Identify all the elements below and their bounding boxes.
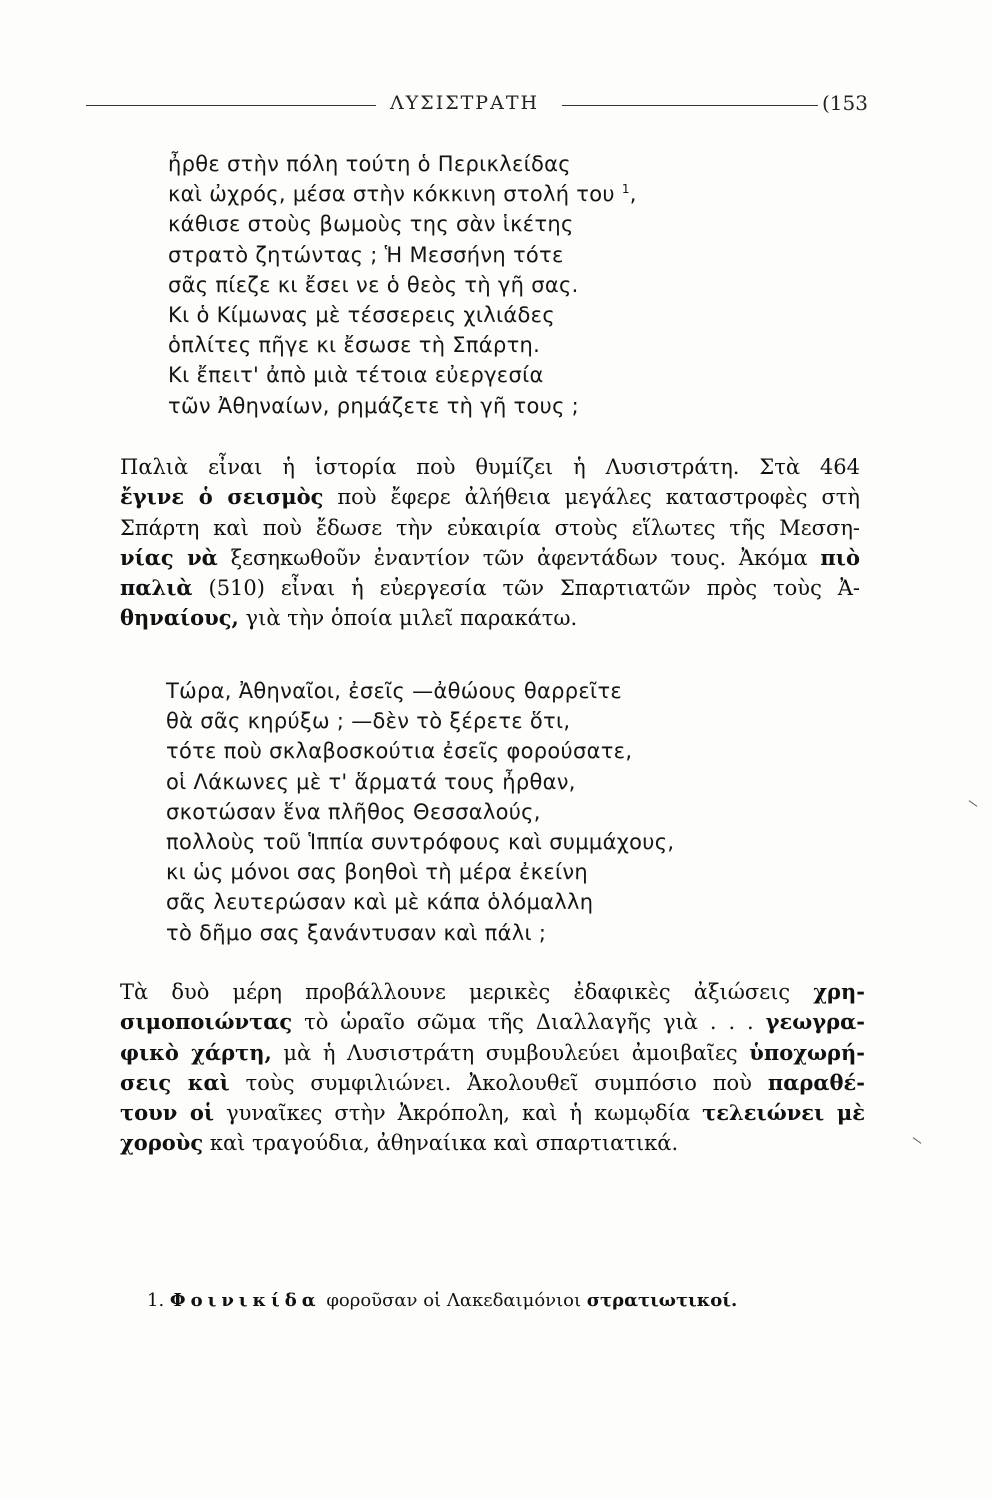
page-number: (153 (822, 91, 868, 115)
verse-line: τὸ δῆμο σας ξανάντυσαν καὶ πάλι ; (166, 920, 547, 945)
bold-text: θηναίους, (120, 605, 239, 631)
bold-text: φικὸ χάρτη, (120, 1039, 272, 1065)
verse-line: κάθισε στοὺς βωμοὺς της σὰν ἱκέτης (168, 212, 574, 237)
prose-text: μὰ ἡ Λυσιστράτη συμβουλεύει ἀμοιβαῖες (283, 1040, 738, 1065)
verse-line: καὶ ὠχρός, μέσα στὴν κόκκινη στολή του $^1$, (168, 182, 637, 207)
prose-text: τὸ ὡραῖο σῶμα τῆς Διαλλαγῆς γιὰ . . . (304, 1010, 754, 1035)
running-header (86, 92, 886, 116)
prose-text: ποὺ ἔφερε ἀλήθεια μεγάλες καταστροφὲς στὴ (337, 485, 860, 510)
verse-line: τότε ποὺ σκλαβοσκούτια ἐσεῖς φορούσατε, (166, 739, 633, 764)
prose-line (120, 1128, 865, 1158)
verse-block-1 (168, 149, 637, 421)
bold-text: τελειώνει μὲ (702, 1100, 865, 1126)
prose-paragraph-2 (120, 977, 865, 1159)
prose-paragraph-1 (120, 452, 860, 634)
prose-line (120, 543, 860, 573)
prose-text: ξεσηκωθοῦν ἐναντίον τῶν ἀφεντάδων τους. Ἀκόμα (230, 545, 808, 570)
bold-text: πιὸ (820, 544, 860, 570)
verse-line-text: καὶ ὠχρός, μέσα στὴν κόκκινη στολή του (168, 182, 615, 207)
bold-text: γεωγρα- (765, 1009, 865, 1035)
prose-line (120, 977, 865, 1007)
prose-text: Τὰ δυὸ μέρη προβάλλουνε μερικὲς ἐδαφικὲς ἀξιώσεις (120, 980, 791, 1004)
prose-line (120, 1038, 865, 1068)
verse-block-2 (166, 676, 674, 948)
bold-text: σιμοποιώντας (120, 1009, 293, 1035)
verse-line: ἦρθε στὴν πόλη τούτη ὁ Περικλείδας (168, 152, 571, 176)
prose-text: (510) εἶναι ἡ εὐεργεσία τῶν Σπαρτιατῶν πρὸς τοὺς Ἀ- (208, 576, 860, 601)
verse-line: Τώρα, Ἀθηναῖοι, ἐσεῖς —ἀθώους θαρρεῖτε (166, 679, 623, 703)
header-rule-left (86, 105, 376, 106)
prose-line: Παλιὰ εἶναι ἡ ἱστορία ποὺ θυμίζει ἡ Λυσιστράτη. Στὰ 464 (120, 455, 860, 479)
verse-line: πολλοὺς τοῦ Ἱππία συντρόφους καὶ συμμάχους, (166, 830, 675, 855)
margin-mark (969, 800, 978, 807)
footnote (147, 1290, 737, 1311)
prose-line (120, 1068, 865, 1098)
bold-text: νίας νὰ (120, 544, 218, 570)
verse-line: Κι ἔπειτ' ἀπὸ μιὰ τέτοια εὐεργεσία (168, 363, 544, 388)
prose-text: γυναῖκες στὴν Ἀκρόπολη, καὶ ἡ κωμῳδία (226, 1101, 691, 1126)
bold-text: σεις καὶ (120, 1069, 230, 1095)
verse-line: οἱ Λάκωνες μὲ τ' ἅρματά τους ἦρθαν, (166, 769, 576, 794)
footnote-term: Φοινικίδα (169, 1290, 321, 1311)
prose-line (120, 482, 860, 512)
bold-text: χρη- (813, 979, 865, 1004)
prose-text: γιὰ τὴν ὁποία μιλεῖ παρακάτω. (245, 606, 578, 631)
bold-text: παραθέ- (767, 1069, 865, 1095)
verse-line: ὁπλίτες πῆγε κι ἔσωσε τὴ Σπάρτη. (168, 333, 541, 358)
verse-line: σᾶς πίεζε κι ἔσει νε ὁ θεὸς τὴ γῆ σας. (168, 272, 579, 297)
footnote-text-bold: στρατιωτικοί. (586, 1290, 738, 1311)
verse-line: θὰ σᾶς κηρύξω ; —δὲν τὸ ξέρετε ὅτι, (166, 709, 571, 734)
verse-line: Κι ὁ Κίμωνας μὲ τέσσερεις χιλιάδες (168, 303, 555, 328)
margin-mark (913, 1137, 922, 1144)
footnote-text: φοροῦσαν οἱ Λακεδαιμόνιοι (326, 1290, 582, 1311)
verse-line: κι ὡς μόνοι σας βοηθοὶ τὴ μέρα ἐκείνη (166, 860, 589, 885)
bold-text: παλιὰ (120, 575, 193, 601)
prose-line (120, 1098, 865, 1128)
footnote-number: 1. (147, 1290, 165, 1311)
prose-line (120, 1007, 865, 1037)
verse-line: σκοτώσαν ἕνα πλῆθος Θεσσαλούς, (166, 799, 541, 824)
verse-line: σᾶς λευτερώσαν καὶ μὲ κάπα ὁλόμαλλη (166, 890, 594, 915)
bold-text: χοροὺς (120, 1130, 204, 1156)
bold-text: ὑποχωρή- (749, 1039, 865, 1065)
prose-line: Σπάρτη καὶ ποὺ ἔδωσε τὴν εὐκαιρία στοὺς εἵλωτες τῆς Μεσση- (120, 515, 860, 540)
prose-text: καὶ τραγούδια, ἀθηναίικα καὶ σπαρτιατικά. (209, 1131, 679, 1156)
bold-text: τουν οἱ (120, 1100, 215, 1126)
header-title: ΛΥΣΙΣΤΡΑΤΗ (390, 92, 540, 114)
prose-line (120, 573, 860, 603)
bold-text: ἔγινε ὁ σεισμὸς (120, 484, 324, 510)
prose-line (120, 603, 860, 633)
footnote-reference: 1 (621, 182, 630, 197)
header-rule-right (562, 105, 818, 106)
verse-line: στρατὸ ζητώντας ; Ἡ Μεσσήνη τότε (168, 242, 564, 267)
verse-line: τῶν Ἀθηναίων, ρημάζετε τὴ γῆ τους ; (168, 393, 580, 418)
prose-text: τοὺς συμφιλιώνει. Ἀκολουθεῖ συμπόσιο ποὺ (245, 1070, 752, 1095)
